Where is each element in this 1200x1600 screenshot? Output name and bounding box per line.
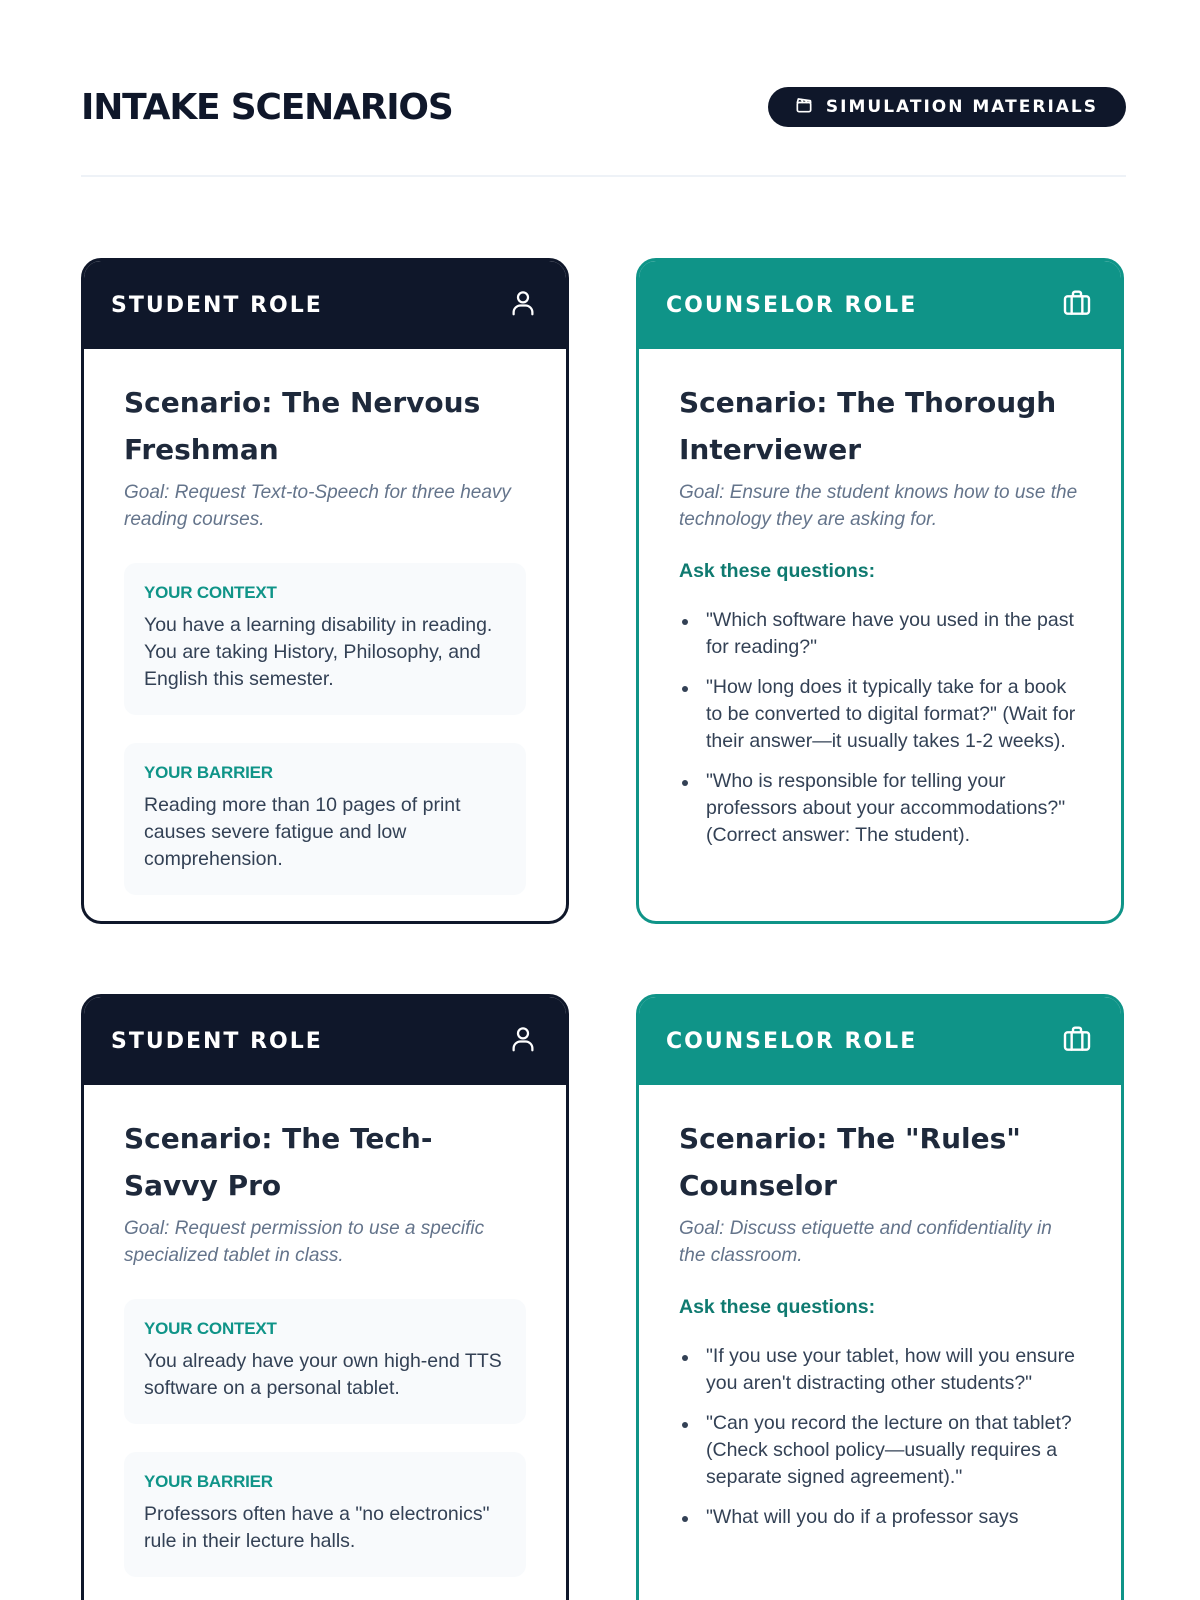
barrier-text: Reading more than 10 pages of print causes severe fatigue and low comprehension. [144, 794, 461, 870]
briefcase-icon [1061, 287, 1093, 324]
barrier-text: Professors often have a "no electronics" rule in their lecture halls. [144, 1503, 490, 1552]
ask-questions-label: Ask these questions: [679, 560, 876, 582]
ask-questions-label: Ask these questions: [679, 1296, 876, 1318]
scenario-title: Scenario: The Thorough Interviewer [679, 386, 1057, 466]
role-label: STUDENT ROLE [111, 292, 323, 318]
scenario-title: Scenario: The Nervous Freshman [124, 386, 481, 466]
context-text: You have a learning disability in reading. You are taking History, Philosophy, and English this semester. [144, 614, 493, 690]
context-text: You already have your own high-end TTS software on a personal tablet. [144, 1350, 502, 1399]
scenario-goal: Goal: Request Text-to-Speech for three heavy reading courses. [124, 482, 511, 530]
role-label: STUDENT ROLE [111, 1028, 323, 1054]
briefcase-icon [1061, 1023, 1093, 1060]
question-list [679, 1343, 1081, 1531]
simulation-materials-badge [768, 87, 1126, 127]
role-label: COUNSELOR ROLE [666, 1028, 918, 1054]
barrier-label: YOUR BARRIER [144, 763, 273, 782]
student-role-card [81, 994, 569, 1600]
role-label: COUNSELOR ROLE [666, 292, 918, 318]
scenario-goal: Goal: Request permission to use a specific specialized tablet in class. [124, 1218, 485, 1266]
barrier-label: YOUR BARRIER [144, 1472, 273, 1491]
student-role-card [81, 258, 569, 924]
question-item: "Who is responsible for telling your professors about your accommodations?" (Correct answer: The student). [679, 768, 1081, 849]
page-header [81, 84, 1126, 132]
card-body [639, 1085, 1121, 1531]
header-divider [81, 175, 1126, 177]
scenario-title: Scenario: The "Rules" Counselor [679, 1122, 1021, 1202]
card-body [639, 349, 1121, 849]
counselor-role-card [636, 994, 1124, 1600]
scenario-goal: Goal: Discuss etiquette and confidentiality in the classroom. [679, 1218, 1052, 1266]
question-item: "Can you record the lecture on that tablet? (Check school policy—usually requires a separate signed agreement)." [679, 1410, 1081, 1491]
question-item: "Which software have you used in the past for reading?" [679, 607, 1081, 661]
question-list [679, 607, 1081, 849]
card-header [639, 997, 1121, 1085]
card-header [639, 261, 1121, 349]
card-body [84, 349, 566, 895]
scenario-title: Scenario: The Tech-Savvy Pro [124, 1122, 433, 1202]
page-title: INTAKE SCENARIOS [81, 87, 453, 128]
question-item: "How long does it typically take for a book to be converted to digital format?" (Wait for their answer—it usually takes 1-2 weeks). [679, 674, 1081, 755]
clapperboard-icon [794, 95, 814, 120]
context-label: YOUR CONTEXT [144, 583, 277, 602]
context-box [124, 563, 526, 715]
card-header [84, 261, 566, 349]
card-body [84, 1085, 566, 1577]
badge-label: SIMULATION MATERIALS [825, 97, 1098, 117]
counselor-role-card [636, 258, 1124, 924]
question-item: "If you use your tablet, how will you ensure you aren't distracting other students?" [679, 1343, 1081, 1397]
card-header [84, 997, 566, 1085]
barrier-box [124, 1452, 526, 1577]
user-icon [508, 288, 538, 323]
user-icon [508, 1024, 538, 1059]
question-item: "What will you do if a professor says [679, 1504, 1081, 1531]
barrier-box [124, 743, 526, 895]
context-label: YOUR CONTEXT [144, 1319, 277, 1338]
context-box [124, 1299, 526, 1424]
scenario-goal: Goal: Ensure the student knows how to use the technology they are asking for. [679, 482, 1078, 530]
